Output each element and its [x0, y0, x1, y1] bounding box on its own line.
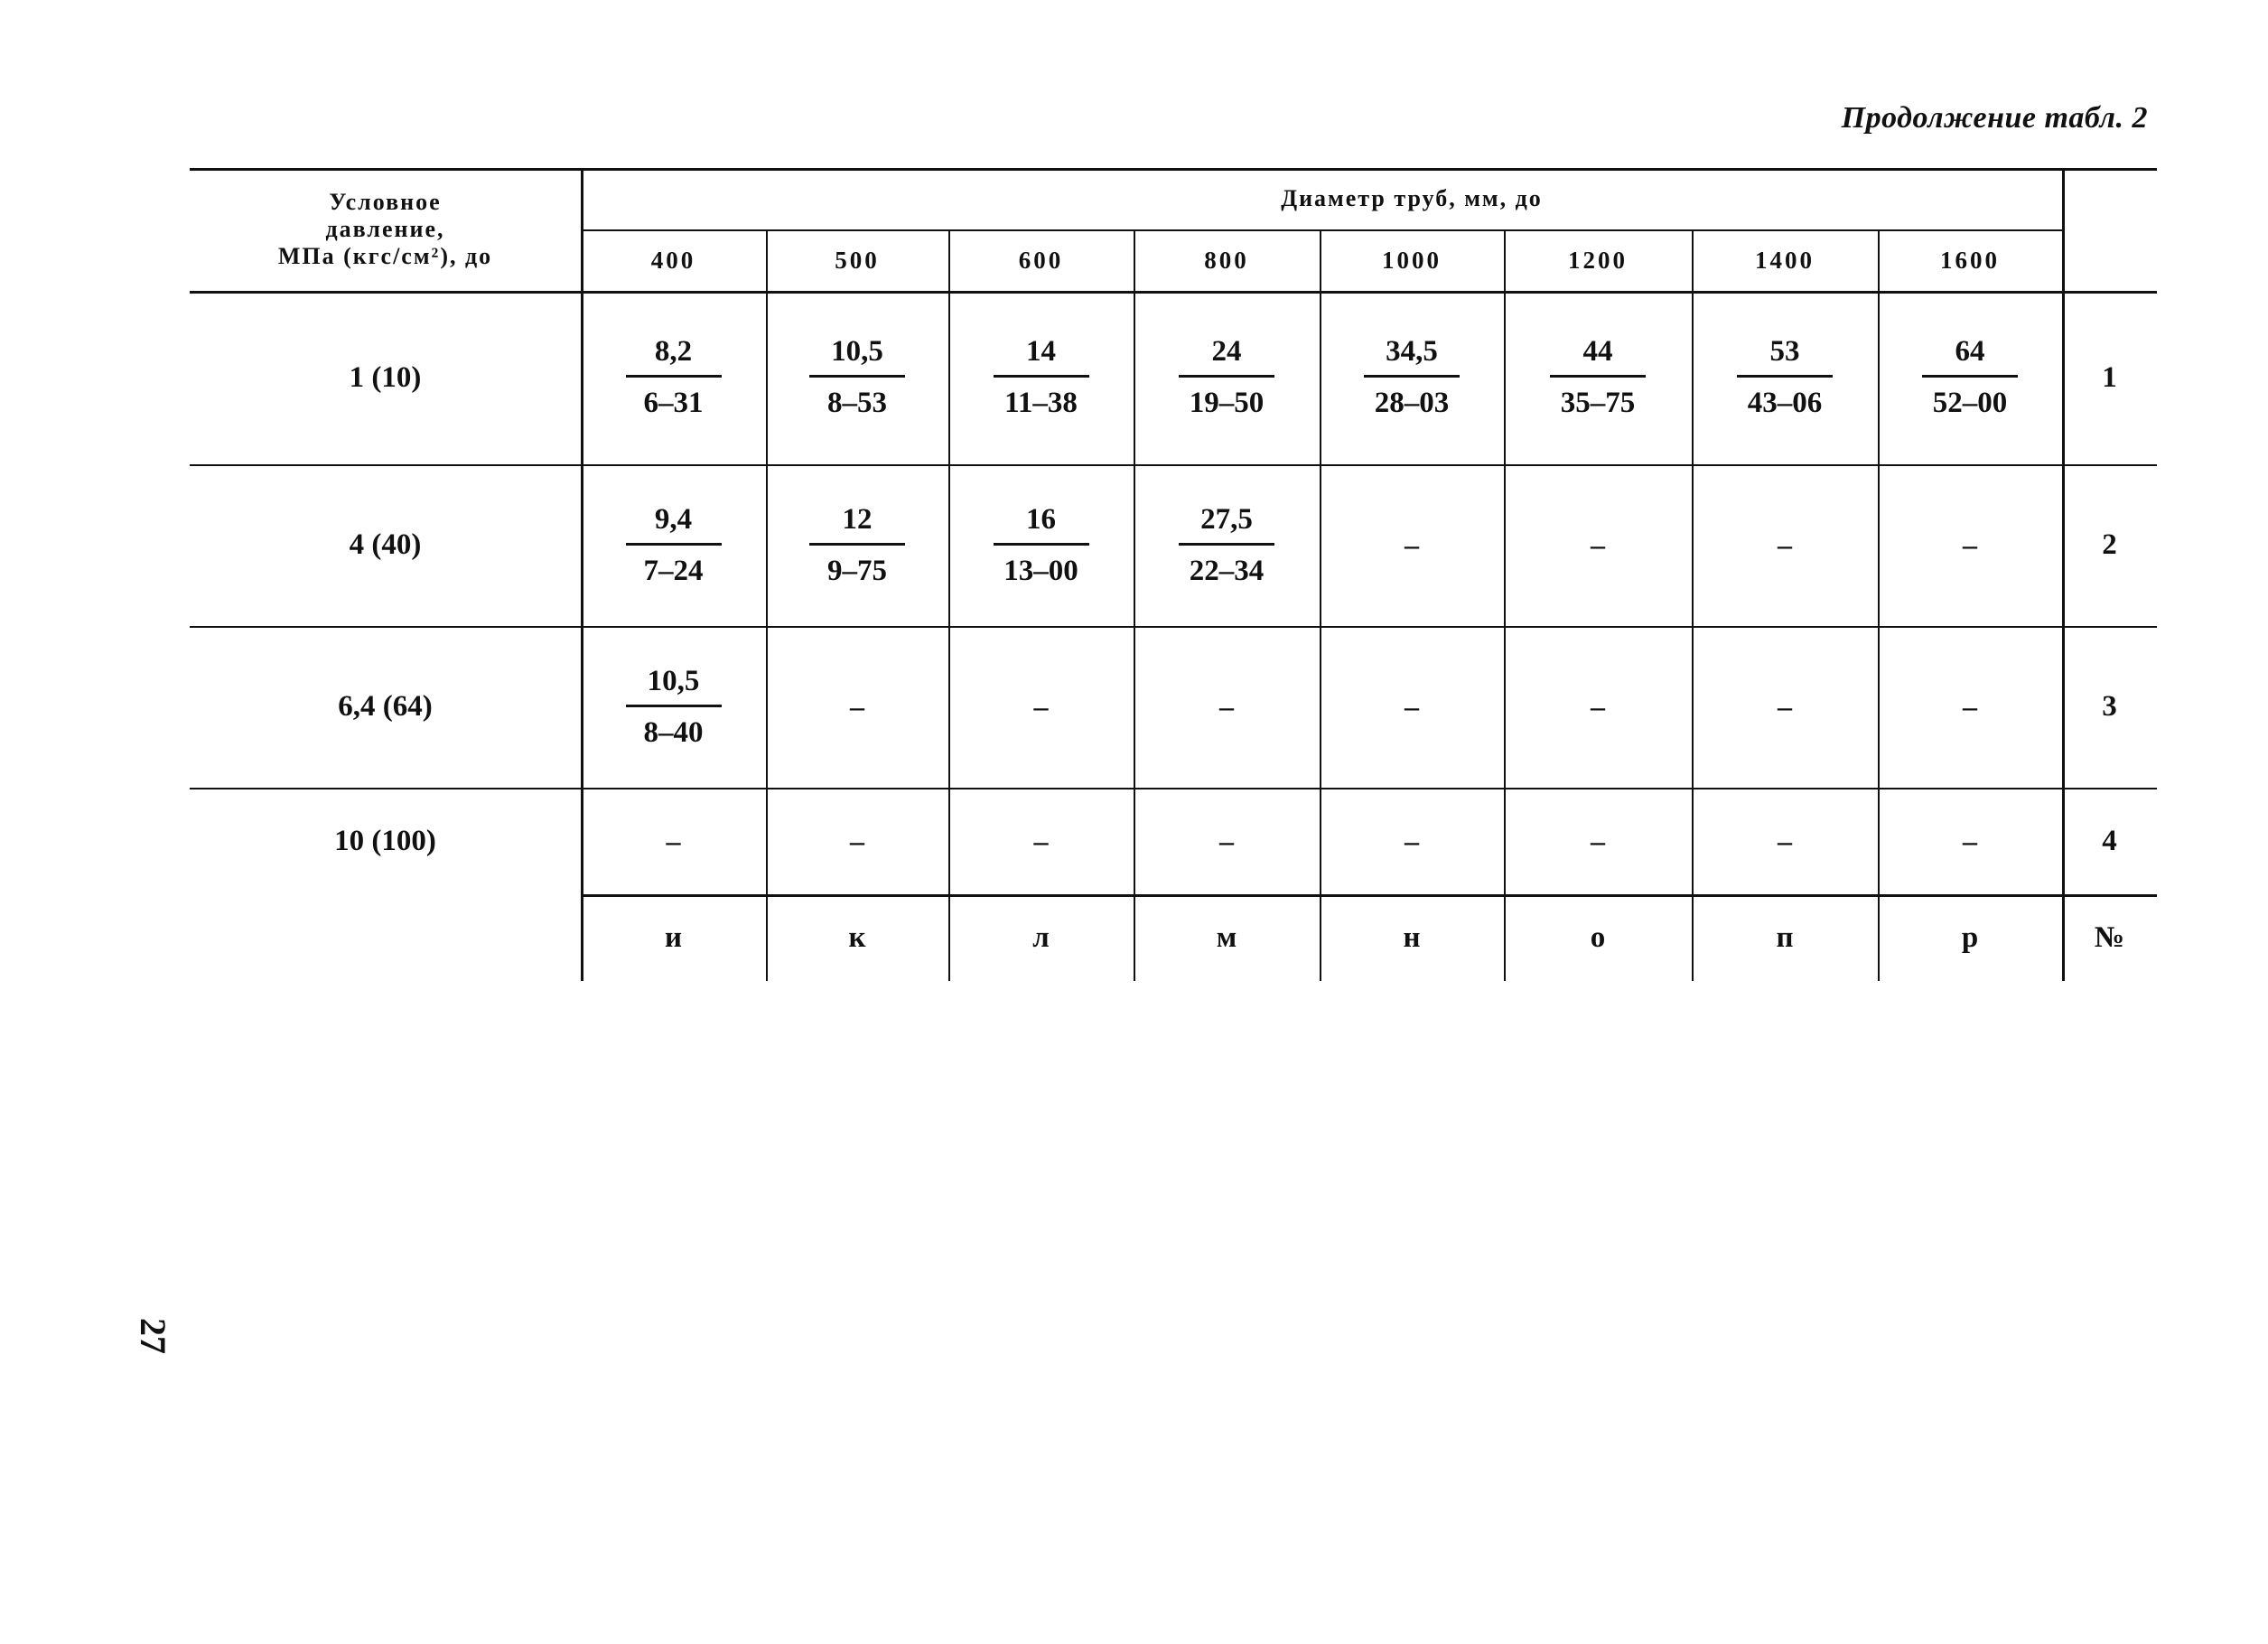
empty-dash: – — [1591, 824, 1605, 857]
fraction-denominator: 22–34 — [1189, 554, 1265, 587]
table-cell — [1692, 788, 1878, 894]
fraction-value — [626, 665, 722, 750]
fraction-numerator: 64 — [1955, 335, 1985, 368]
fraction-denominator: 11–38 — [1004, 387, 1078, 419]
fraction-denominator: 7–24 — [643, 554, 704, 587]
column-letter-cell: п — [1776, 920, 1794, 954]
pressure-header-line-3: МПа (кгс/см²), до — [277, 243, 493, 269]
pressure-value-cell: 4 (40) — [349, 528, 422, 561]
table-cell — [581, 291, 766, 464]
empty-dash: – — [850, 824, 864, 857]
fraction-denominator: 9–75 — [827, 554, 887, 587]
table-cell — [1504, 464, 1692, 626]
empty-dash: – — [1033, 690, 1049, 723]
table-cell — [766, 788, 948, 894]
fraction-numerator: 44 — [1582, 335, 1613, 368]
pressure-value-cell: 1 (10) — [349, 360, 422, 394]
pressure-value-cell: 6,4 (64) — [338, 690, 433, 723]
fraction-denominator: 43–06 — [1747, 387, 1823, 419]
fraction-value — [994, 335, 1089, 420]
fraction-denominator: 13–00 — [1003, 554, 1078, 587]
fraction-numerator: 10,5 — [831, 335, 883, 368]
diameter-header-cell: 600 — [1018, 246, 1064, 274]
empty-dash: – — [1778, 824, 1792, 857]
fraction-value — [626, 503, 722, 588]
fraction-value — [1550, 335, 1646, 420]
table-cell — [948, 788, 1134, 894]
diameter-header-cell: 1600 — [1940, 246, 2000, 274]
fraction-numerator: 9,4 — [654, 502, 693, 536]
table-cell — [1504, 291, 1692, 464]
empty-dash: – — [1219, 690, 1234, 723]
empty-dash: – — [666, 824, 681, 857]
empty-dash: – — [850, 690, 864, 723]
fraction-denominator: 8–40 — [643, 715, 704, 749]
empty-dash: – — [1033, 824, 1049, 857]
table-cell — [1878, 626, 2062, 788]
pressure-value-cell: 10 (100) — [334, 824, 436, 857]
fraction-value — [1364, 335, 1460, 420]
fraction-numerator: 14 — [1026, 335, 1056, 368]
table-cell — [581, 464, 766, 626]
empty-dash: – — [1963, 824, 1977, 857]
row-number-cell: 2 — [2102, 528, 2117, 561]
fraction-value — [1179, 335, 1274, 420]
fraction-numerator: 12 — [842, 502, 873, 536]
empty-dash: – — [1219, 824, 1234, 857]
table-cell — [581, 788, 766, 894]
fraction-denominator: 19–50 — [1189, 387, 1265, 419]
diameter-header-cell: 500 — [835, 246, 880, 274]
table-cell — [948, 291, 1134, 464]
diameter-header-cell: 1000 — [1382, 246, 1442, 274]
fraction-numerator: 34,5 — [1386, 335, 1438, 368]
table-top-rule — [190, 168, 2157, 171]
pressure-diameter-table — [190, 168, 2157, 981]
fraction-numerator: 10,5 — [647, 664, 700, 697]
empty-dash: – — [1963, 528, 1977, 561]
table-cell — [1134, 291, 1320, 464]
page-number: 27 — [133, 1318, 174, 1354]
table-continuation-note: Продолжение табл. 2 — [1841, 101, 2148, 135]
table-cell — [1320, 291, 1504, 464]
fraction-numerator: 27,5 — [1200, 502, 1253, 536]
table-cell — [766, 464, 948, 626]
table-cell — [1134, 464, 1320, 626]
diameter-header-cell: 1400 — [1755, 246, 1815, 274]
pressure-header-line-2: давление, — [325, 216, 445, 242]
column-letter-cell: м — [1216, 920, 1237, 954]
diameter-header-cell: 400 — [650, 246, 696, 274]
table-cell — [766, 291, 948, 464]
empty-dash: – — [1591, 690, 1605, 723]
diameter-header-cell: 1200 — [1568, 246, 1628, 274]
empty-dash: – — [1778, 528, 1792, 561]
fraction-value — [1179, 503, 1274, 588]
pressure-column-header — [190, 168, 581, 291]
fraction-value — [1922, 335, 2018, 420]
row-number-cell: 3 — [2102, 690, 2117, 723]
table-cell — [1692, 291, 1878, 464]
empty-dash: – — [1405, 824, 1419, 857]
fraction-denominator: 52–00 — [1932, 387, 2008, 419]
table-cell — [1692, 464, 1878, 626]
row-number-cell: 1 — [2102, 360, 2117, 394]
table-cell — [1134, 626, 1320, 788]
column-letter-cell: и — [664, 920, 682, 954]
table-cell — [1878, 788, 2062, 894]
fraction-numerator: 53 — [1769, 335, 1800, 368]
diameter-header-cell: 800 — [1204, 246, 1249, 274]
table-cell — [1320, 626, 1504, 788]
table-cell — [581, 626, 766, 788]
column-letter-cell: р — [1961, 920, 1979, 954]
table-cell — [1134, 788, 1320, 894]
fraction-value — [809, 335, 905, 420]
fraction-value — [1737, 335, 1833, 420]
fraction-denominator: 6–31 — [643, 387, 704, 419]
fraction-numerator: 8,2 — [654, 335, 693, 368]
diameter-group-header: Диаметр труб, мм, до — [1281, 185, 1543, 211]
table-cell — [1878, 464, 2062, 626]
fraction-numerator: 16 — [1026, 502, 1056, 536]
fraction-numerator: 24 — [1211, 335, 1242, 368]
column-letter-cell: л — [1032, 920, 1050, 954]
empty-dash: – — [1963, 690, 1977, 723]
fraction-value — [626, 335, 722, 420]
table-cell — [1878, 291, 2062, 464]
table-cell — [1504, 788, 1692, 894]
table-cell — [948, 626, 1134, 788]
fraction-value — [994, 503, 1089, 588]
fraction-denominator: 28–03 — [1374, 387, 1450, 419]
column-letter-cell: о — [1590, 920, 1606, 954]
column-letter-cell: н — [1403, 920, 1421, 954]
table-cell — [948, 464, 1134, 626]
fraction-denominator: 8–53 — [827, 387, 887, 419]
pressure-header-line-1: Условное — [329, 189, 442, 215]
empty-dash: – — [1405, 690, 1419, 723]
table-cell — [1320, 788, 1504, 894]
empty-dash: – — [1405, 528, 1419, 561]
table-cell — [1504, 626, 1692, 788]
table-cell — [766, 626, 948, 788]
number-mark-cell: № — [2094, 920, 2125, 954]
empty-dash: – — [1778, 690, 1792, 723]
table-cell — [1320, 464, 1504, 626]
row-number-cell: 4 — [2102, 824, 2117, 857]
column-letter-cell: к — [848, 920, 866, 954]
table-cell — [1692, 626, 1878, 788]
empty-dash: – — [1591, 528, 1605, 561]
fraction-denominator: 35–75 — [1560, 387, 1636, 419]
fraction-value — [809, 503, 905, 588]
